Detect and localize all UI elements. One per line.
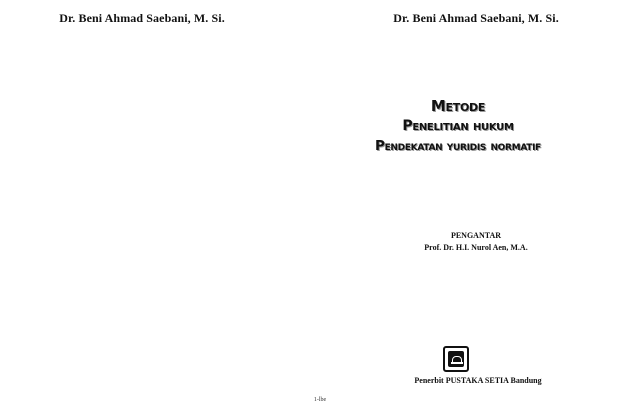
foreword-author: Prof. Dr. H.I. Nurol Aen, M.A. (424, 243, 528, 252)
left-page-author: Dr. Beni Ahmad Saebani, M. Si. (59, 11, 225, 25)
title-line-3: Pendekatan yuridis normatif (374, 138, 542, 154)
right-page (320, 0, 640, 417)
foreword-label: PENGANTAR (450, 231, 502, 240)
title-line-1: Metode (430, 97, 486, 115)
publisher-emblem-icon (443, 346, 469, 372)
publisher-name: Penerbit PUSTAKA SETIA Bandung (414, 376, 542, 385)
right-page-author: Dr. Beni Ahmad Saebani, M. Si. (393, 11, 559, 25)
book-title (298, 96, 618, 156)
foreword-block (316, 230, 636, 254)
title-line-2: Penelitian hukum (402, 118, 514, 134)
page-code: 1-lbe (313, 397, 327, 403)
